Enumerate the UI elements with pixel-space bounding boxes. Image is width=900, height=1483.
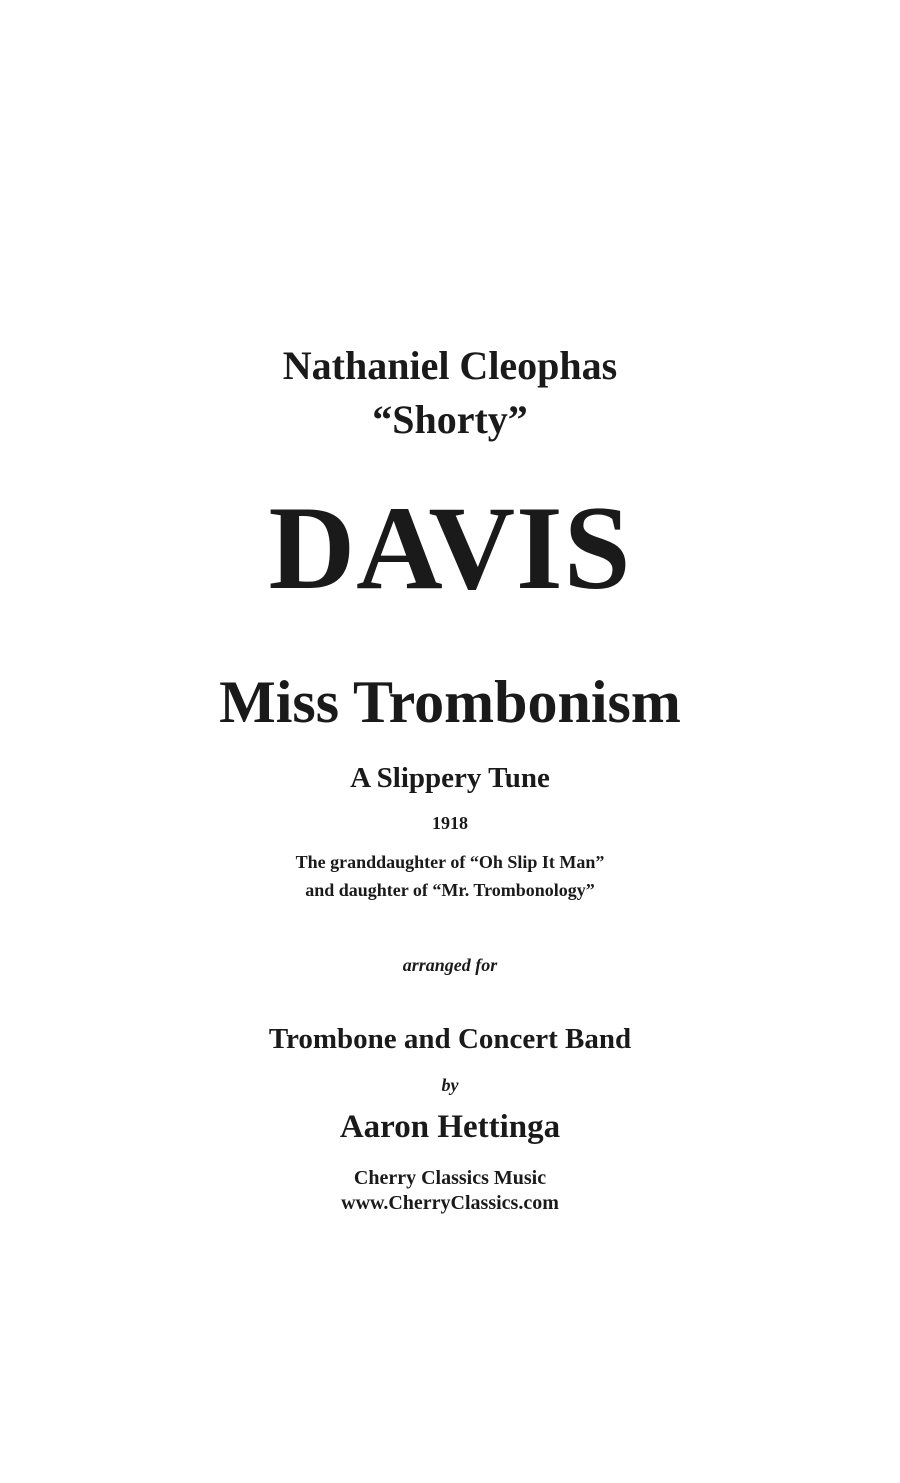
instrumentation: Trombone and Concert Band — [268, 1023, 632, 1055]
by-label: by — [441, 1075, 459, 1095]
work-year: 1918 — [432, 813, 468, 833]
arranged-for-label: arranged for — [402, 955, 498, 975]
work-note-line-2: and daughter of “Mr. Trombonology” — [305, 880, 595, 900]
composer-nickname: “Shorty” — [372, 397, 528, 442]
publisher-website: www.CherryClassics.com — [341, 1192, 559, 1214]
work-subtitle: A Slippery Tune — [350, 762, 550, 794]
composer-first-names: Nathaniel Cleophas — [282, 343, 618, 388]
publisher-name: Cherry Classics Music — [353, 1167, 547, 1189]
work-title: Miss Trombonism — [219, 669, 681, 735]
composer-last-name: DAVIS — [268, 481, 632, 614]
work-note-line-1: The granddaughter of “Oh Slip It Man” — [295, 852, 605, 872]
arranger-name: Aaron Hettinga — [339, 1109, 561, 1145]
